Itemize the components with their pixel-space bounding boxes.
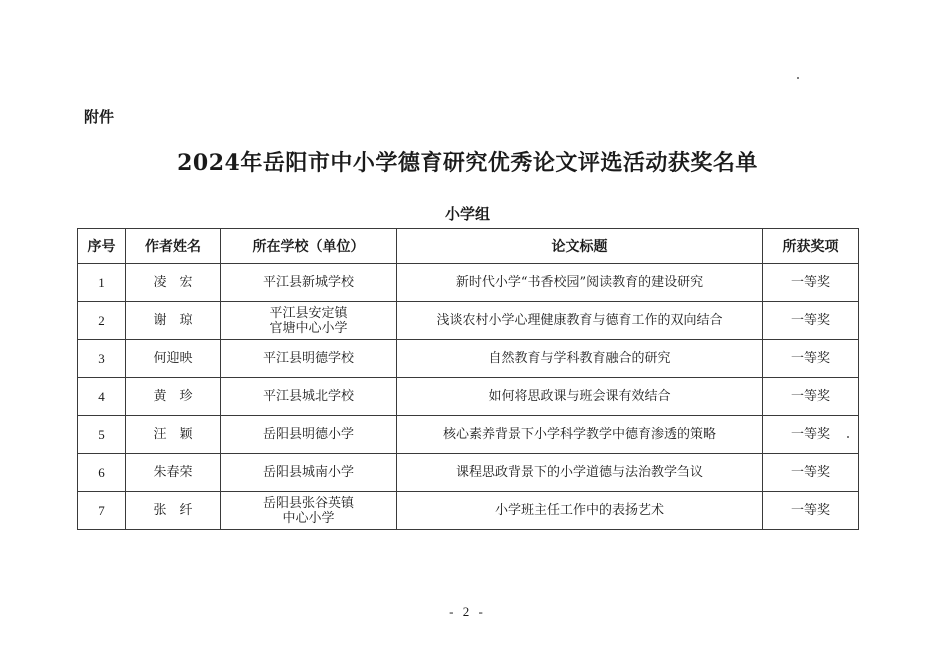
row-index: 5: [78, 416, 126, 454]
row-author: 张 纤: [126, 492, 221, 530]
row-author: 谢 琼: [126, 302, 221, 340]
row-paper-title: 小学班主任工作中的表扬艺术: [397, 492, 763, 530]
row-award: 一等奖: [763, 264, 859, 302]
row-author: 黄 珍: [126, 378, 221, 416]
row-paper-title: 自然教育与学科教育融合的研究: [397, 340, 763, 378]
row-school: 平江县城北学校: [221, 378, 397, 416]
row-award: 一等奖: [763, 302, 859, 340]
row-school: 岳阳县张谷英镇 中心小学: [221, 492, 397, 530]
table-header-row: [78, 229, 859, 264]
row-paper-title: 新时代小学“书香校园”阅读教育的建设研究: [397, 264, 763, 302]
row-school: 平江县明德学校: [221, 340, 397, 378]
table-row: [78, 416, 859, 454]
document-title: 2024年岳阳市中小学德育研究优秀论文评选活动获奖名单: [177, 150, 758, 176]
table-row: [78, 340, 859, 378]
row-index: 4: [78, 378, 126, 416]
award-table: [77, 228, 859, 530]
row-award: 一等奖: [763, 454, 859, 492]
row-paper-title: 浅谈农村小学心理健康教育与德育工作的双向结合: [397, 302, 763, 340]
header-index: 序号: [78, 229, 126, 264]
row-paper-title: 如何将思政课与班会课有效结合: [397, 378, 763, 416]
row-school: 平江县新城学校: [221, 264, 397, 302]
row-author: 凌 宏: [126, 264, 221, 302]
table-row: [78, 454, 859, 492]
header-award: 所获奖项: [763, 229, 859, 264]
header-author: 作者姓名: [126, 229, 221, 264]
row-award: 一等奖: [763, 416, 859, 454]
scan-speck: [797, 77, 799, 79]
row-school: 岳阳县城南小学: [221, 454, 397, 492]
scan-speck: [847, 436, 849, 438]
row-index: 7: [78, 492, 126, 530]
table-row: [78, 302, 859, 340]
row-paper-title: 核心素养背景下小学科学教学中德育渗透的策略: [397, 416, 763, 454]
row-index: 3: [78, 340, 126, 378]
header-school: 所在学校（单位）: [221, 229, 397, 264]
row-index: 1: [78, 264, 126, 302]
group-label: 小学组: [444, 205, 490, 223]
row-author: 汪 颖: [126, 416, 221, 454]
page-number: - 2 -: [449, 604, 486, 619]
table-row: [78, 264, 859, 302]
row-school: 平江县安定镇 官塘中心小学: [221, 302, 397, 340]
table-row: [78, 492, 859, 530]
row-index: 6: [78, 454, 126, 492]
attachment-label: 附件: [84, 108, 115, 126]
row-author: 何迎映: [126, 340, 221, 378]
row-index: 2: [78, 302, 126, 340]
row-award: 一等奖: [763, 492, 859, 530]
row-school: 岳阳县明德小学: [221, 416, 397, 454]
table-row: [78, 378, 859, 416]
row-award: 一等奖: [763, 378, 859, 416]
row-author: 朱春荣: [126, 454, 221, 492]
row-award: 一等奖: [763, 340, 859, 378]
row-paper-title: 课程思政背景下的小学道德与法治教学刍议: [397, 454, 763, 492]
header-paper-title: 论文标题: [397, 229, 763, 264]
